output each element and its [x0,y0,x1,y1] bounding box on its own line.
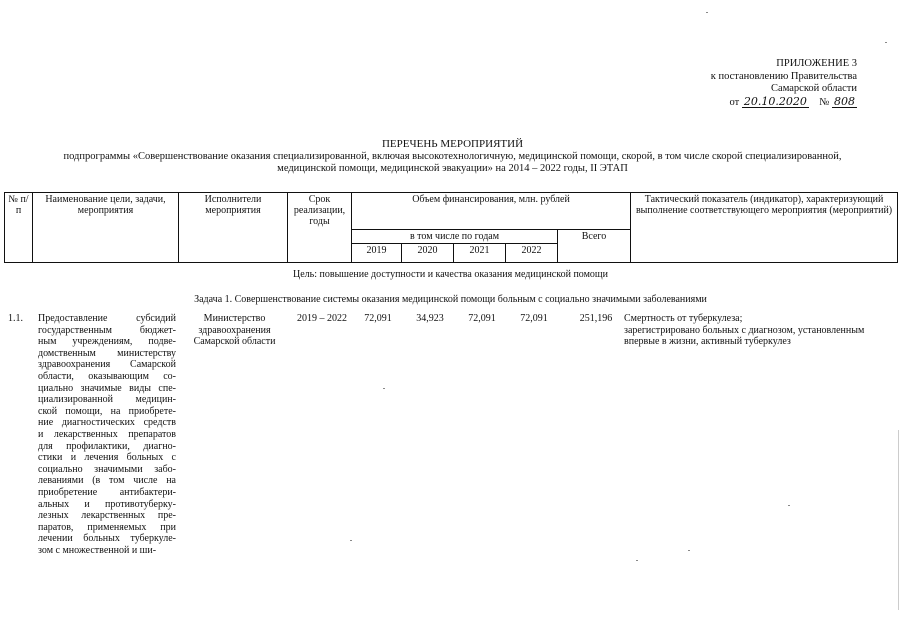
measure-name-line: ным учреждениям, подве- [38,336,176,348]
measure-name-line: домственным министерству [38,347,176,359]
header-year-2020: 2020 [402,244,454,263]
appendix-line-resolution: к постановлению Правительства [710,70,857,82]
measure-name [38,313,176,556]
handwritten-date: 20.10.2020 [743,94,807,108]
value-total: 251,196 [579,313,613,324]
header-total: Всего [558,230,631,263]
measure-name-line: здравоохранения Самарской [38,359,176,371]
value-2022: 72,091 [520,313,548,324]
appendix-block [660,58,857,109]
measure-name-line: лечении больных туберкуле- [38,533,176,545]
goal-heading: Цель: повышение доступности и качества оказания медицинской помощи [293,269,608,280]
appendix-title: ПРИЛОЖЕНИЕ 3 [776,58,857,69]
value-2019: 72,091 [364,313,392,324]
measure-name-line: Предоставление субсидий [38,313,176,324]
header-executors: Исполнители мероприятия [179,193,288,263]
measure-name-line: ние диагностических средств [38,417,176,429]
measure-name-line: стики и лечения больных с [38,452,176,464]
measure-name-line: лезных лекарственных пре- [38,510,176,522]
measure-indicator-line: зарегистрировано больных с диагнозом, установленным [624,324,865,336]
measure-name-line: циально значимые виды спе- [38,382,176,394]
row-number: 1.1. [8,313,23,324]
measure-name-line: и лекарственных препаратов [38,428,176,440]
measure-indicator [624,313,896,348]
number-prefix: № [819,96,830,108]
measure-term: 2019 – 2022 [297,313,347,324]
measure-executor-line: Самарской области [193,336,276,348]
value-2021: 72,091 [468,313,496,324]
header-by-years: в том числе по годам [352,230,558,244]
measure-name-line: леваниями (в том числе на [38,475,176,487]
header-funding: Объем финансирования, млн. рублей [352,193,631,230]
scan-edge-line [898,430,899,610]
header-name: Наименование цели, задачи, мероприятия [33,193,179,263]
value-2020: 34,923 [416,313,444,324]
measure-name-line: альных и противотуберку- [38,498,176,510]
appendix-line-region: Самарской области [771,83,857,94]
header-term: Срок реализации, годы [288,193,352,263]
date-prefix: от [729,96,740,108]
document-title [20,138,885,175]
measure-indicator-line: Смертность от туберкулеза; [624,313,743,324]
handwritten-number: 808 [834,94,855,108]
measure-name-line: паратов, применяемых при [38,521,176,533]
header-year-2022: 2022 [506,244,558,263]
header-year-2019: 2019 [352,244,402,263]
measure-executor-line: Министерство [203,313,266,324]
header-indicator: Тактический показатель (индикатор), характеризующий выполнение соответствующего мероприятия (мероприятий) [631,193,898,263]
measure-executor [187,313,282,348]
measure-name-line: социально значимыми забо- [38,463,176,475]
header-num: № п/п [5,193,33,263]
title-main: ПЕРЕЧЕНЬ МЕРОПРИЯТИЙ [381,138,524,150]
title-subprogram-cont: медицинской помощи, медицинской эвакуации» на 2014 – 2022 годы, II ЭТАП [277,163,628,174]
measure-name-line: области, оказывающим со- [38,370,176,382]
task-heading: Задача 1. Совершенствование системы оказания медицинской помощи больным с социально значимыми заболеваниями [194,294,707,305]
measure-name-line: ской помощи, на приобрете- [38,405,176,417]
measure-name-line: зом с множественной и ши- [38,544,157,556]
measure-indicator-line: впервые в жизни, активный туберкулез [624,336,791,348]
title-subprogram: подпрограммы «Совершенствование оказания специализированной, включая высокотехнологичную, медицинской помощи, скорой, в том числе скорой специализированной, [63,151,842,162]
measure-name-line: приобретение антибактери- [38,486,176,498]
measure-name-line: циализированной медицин- [38,394,176,406]
measure-name-line: для профилактики, диагно- [38,440,176,452]
measure-executor-line: здравоохранения [198,324,271,336]
measures-table-header [4,192,898,263]
appendix-date-number [660,96,857,110]
header-year-2021: 2021 [454,244,506,263]
measure-name-line: государственным бюджет- [38,324,176,336]
